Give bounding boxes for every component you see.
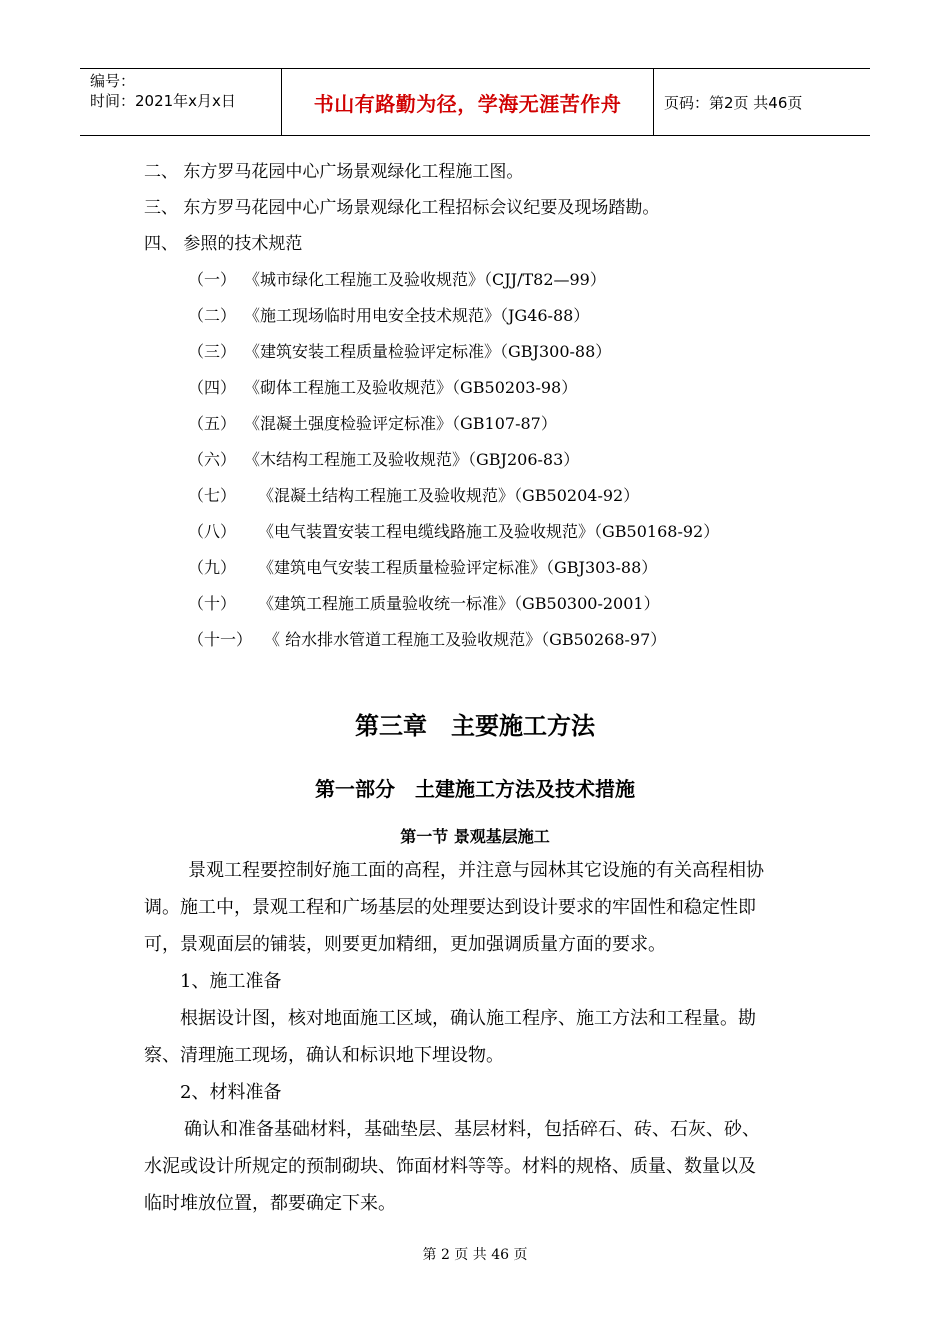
standard-number: （九） (188, 558, 237, 577)
body-line: 2、材料准备 (180, 1082, 282, 1103)
body-line: 水泥或设计所规定的预制砌块、饰面材料等等。材料的规格、质量、数量以及 (144, 1156, 756, 1177)
standard-number: （五） (188, 414, 237, 433)
header-time-label: 时间：2021年x月x日 (90, 92, 236, 110)
standard-text: 《施工现场临时用电安全技术规范》（JG46-88） (244, 306, 590, 325)
page-footer: 第 2 页 共 46 页 (422, 1247, 528, 1263)
standard-number: （二） (188, 306, 237, 325)
standard-item (188, 592, 660, 616)
standard-item (188, 268, 606, 292)
header-motto: 书山有路勤为径，学海无涯苦作舟 (282, 69, 654, 135)
standard-text: 《木结构工程施工及验收规范》（GBJ206-83） (244, 450, 580, 469)
standard-text: 《砌体工程施工及验收规范》（GB50203-98） (244, 378, 578, 397)
body-line: 临时堆放位置，都要确定下来。 (144, 1193, 396, 1214)
standard-item (188, 412, 557, 436)
body-line: 可，景观面层的铺装，则要更加精细，更加强调质量方面的要求。 (144, 934, 666, 955)
header-number-label: 编号： (90, 72, 136, 90)
standard-number: （七） (188, 486, 237, 505)
standard-item (188, 304, 589, 328)
standard-item (188, 448, 579, 472)
section-title: 第一节 景观基层施工 (400, 827, 550, 846)
part-title: 第一部分 土建施工方法及技术措施 (315, 777, 635, 801)
standard-item (188, 376, 577, 400)
intro-item: 二、 东方罗马花园中心广场景观绿化工程施工图。 (144, 162, 524, 182)
standard-number: （八） (188, 522, 237, 541)
standard-number: （十） (188, 594, 237, 613)
header-meta (80, 69, 282, 135)
standard-item (188, 484, 639, 508)
page-header (80, 68, 870, 136)
standard-text: 《 给水排水管道工程施工及验收规范》（GB50268-97） (264, 630, 667, 649)
standard-item (188, 340, 611, 364)
standard-item (188, 520, 719, 544)
body-line: 景观工程要控制好施工面的高程，并注意与园林其它设施的有关高程相协 (188, 860, 764, 881)
standard-text: 《城市绿化工程施工及验收规范》（CJJ/T82—99） (244, 270, 606, 289)
standard-number: （一） (188, 270, 237, 289)
header-page-info: 页码：第2页 共46页 (664, 93, 803, 112)
body-line: 确认和准备基础材料，基础垫层、基层材料，包括碎石、砖、石灰、砂、 (184, 1119, 760, 1140)
intro-item: 四、 参照的技术规范 (144, 234, 303, 254)
standard-text: 《建筑工程施工质量验收统一标准》（GB50300-2001） (258, 594, 660, 613)
standard-text: 《混凝土结构工程施工及验收规范》（GB50204-92） (258, 486, 640, 505)
standard-text: 《混凝土强度检验评定标准》（GB107-87） (244, 414, 557, 433)
standard-number: （四） (188, 378, 237, 397)
standard-item (188, 628, 666, 652)
standard-item (188, 556, 657, 580)
standard-text: 《建筑安装工程质量检验评定标准》（GBJ300-88） (244, 342, 612, 361)
standard-number: （十一） (188, 630, 253, 649)
chapter-title: 第三章 主要施工方法 (355, 712, 595, 740)
body-line: 调。施工中，景观工程和广场基层的处理要达到设计要求的牢固性和稳定性即 (144, 897, 756, 918)
body-line: 察、清理施工现场，确认和标识地下埋设物。 (144, 1045, 504, 1066)
body-line: 1、施工准备 (180, 971, 282, 992)
standard-text: 《电气装置安装工程电缆线路施工及验收规范》（GB50168-92） (258, 522, 720, 541)
standard-text: 《建筑电气安装工程质量检验评定标准》（GBJ303-88） (258, 558, 658, 577)
standard-number: （三） (188, 342, 237, 361)
body-line: 根据设计图，核对地面施工区域，确认施工程序、施工方法和工程量。勘 (180, 1008, 756, 1029)
standard-number: （六） (188, 450, 237, 469)
intro-item: 三、 东方罗马花园中心广场景观绿化工程招标会议纪要及现场踏勘。 (144, 198, 660, 218)
